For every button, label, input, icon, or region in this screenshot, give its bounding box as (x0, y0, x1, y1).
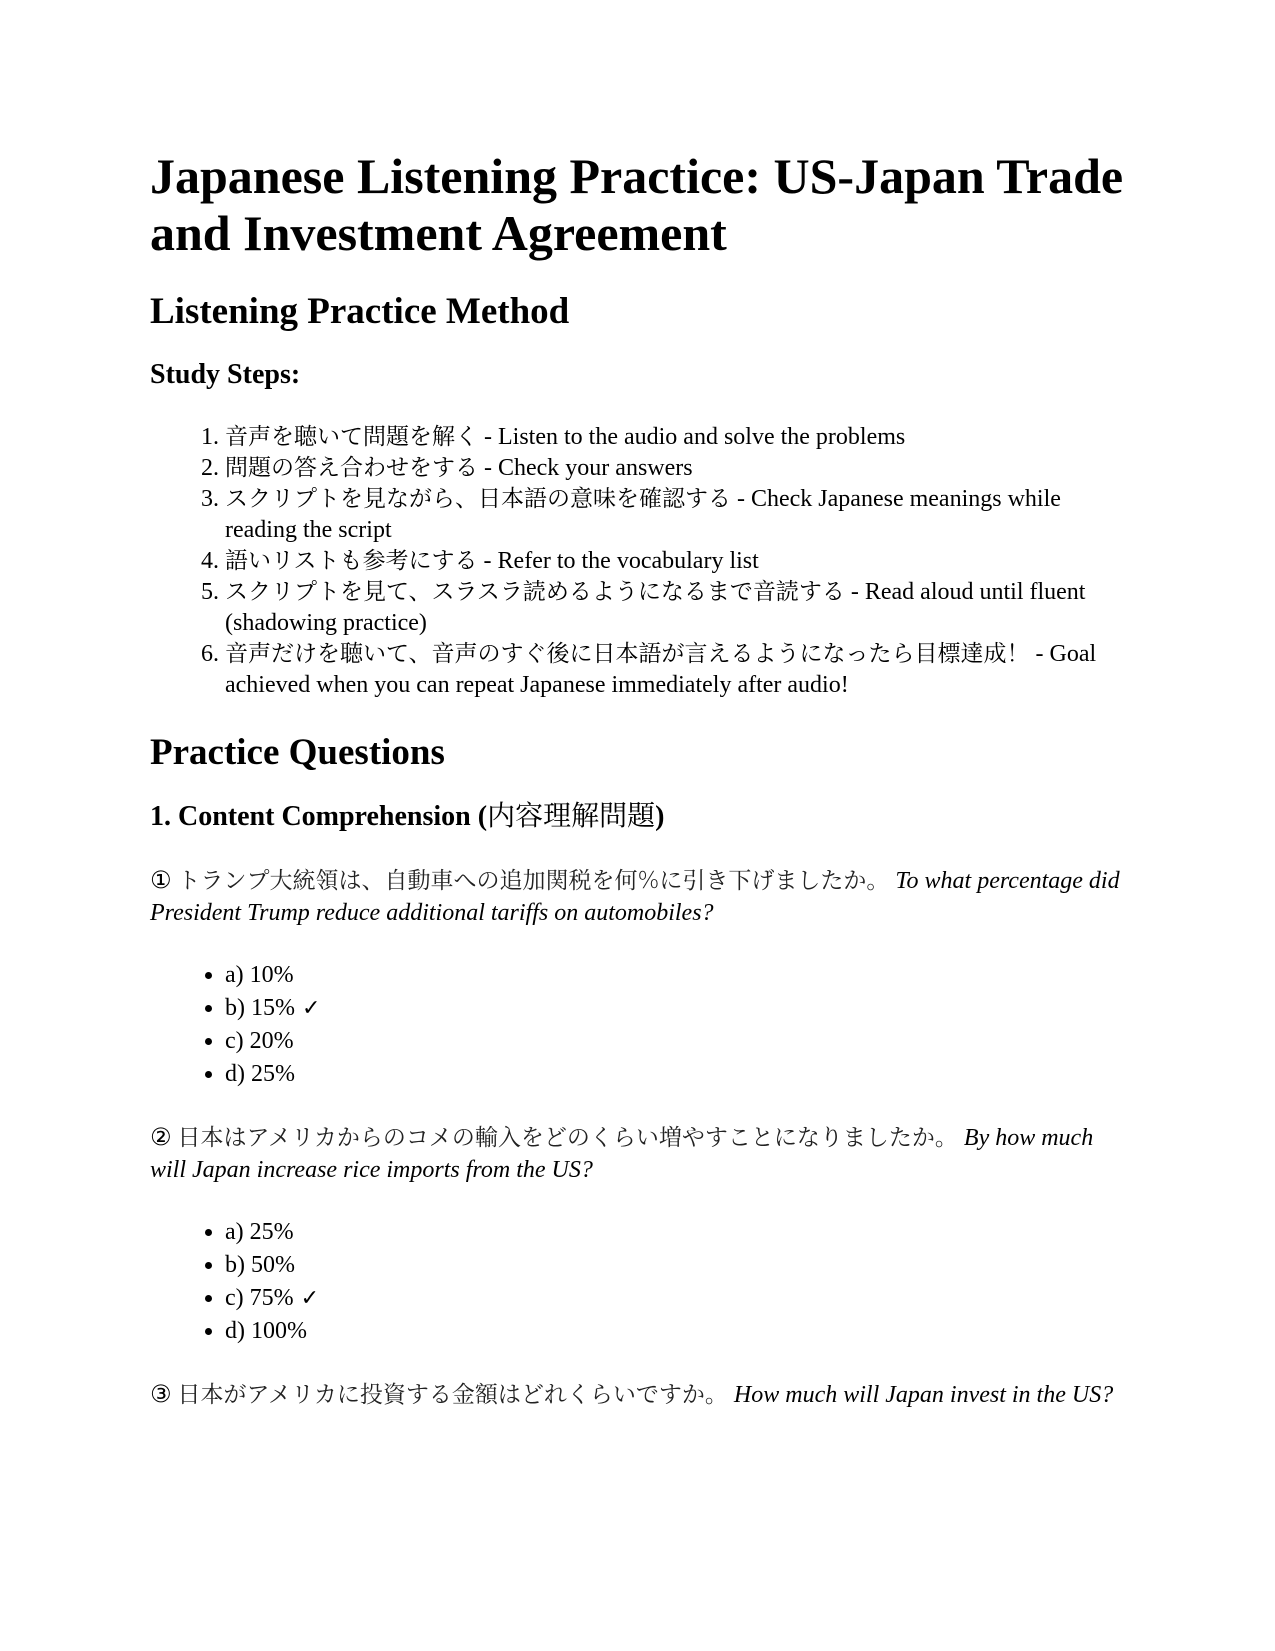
study-steps-label: Study Steps: (150, 359, 301, 390)
practice-heading: Practice Questions (150, 732, 445, 773)
question-number: ② (150, 1123, 172, 1151)
study-step-en: - Check your answers (478, 455, 693, 481)
option-text: a) 10% (225, 962, 294, 988)
study-step (225, 422, 1130, 453)
question-jp: 日本はアメリカからのコメの輸入をどのくらい増やすことになりましたか。 (177, 1125, 958, 1151)
option-text: b) 50% (225, 1252, 295, 1278)
question-en: To what percentage did President Trump reduce additional tariffs on automobiles? (150, 868, 1120, 926)
answer-options (150, 1216, 1130, 1348)
study-steps-list (150, 422, 1130, 701)
answer-option (225, 1282, 1130, 1315)
document-title: Japanese Listening Practice: US-Japan Trade and Investment Agreement (150, 148, 1124, 261)
study-step (225, 453, 1130, 484)
study-step-en: - Read aloud until fluent (shadowing practice) (225, 579, 1086, 636)
study-step-en: - Refer to the vocabulary list (477, 548, 759, 574)
option-text: c) 20% (225, 1028, 294, 1054)
answer-option (225, 1315, 1130, 1348)
question (150, 1121, 1130, 1186)
comprehension-heading (150, 799, 1130, 834)
study-step-jp: 語いリストも参考にする (225, 548, 478, 574)
option-text: a) 25% (225, 1219, 294, 1245)
study-step-jp: 音声を聴いて問題を解く (225, 424, 478, 450)
question (150, 1378, 1130, 1411)
study-step (225, 484, 1130, 546)
study-step (225, 639, 1130, 701)
study-step (225, 546, 1130, 577)
option-text: d) 100% (225, 1318, 307, 1344)
question-number: ① (150, 866, 172, 894)
option-text: d) 25% (225, 1061, 295, 1087)
answer-option (225, 1249, 1130, 1282)
comprehension-heading-en: 1. Content Comprehension ( (150, 801, 488, 832)
answer-option (225, 1058, 1130, 1091)
answer-option (225, 1216, 1130, 1249)
check-mark: ✓ (294, 996, 321, 1021)
study-step-jp: 音声だけを聴いて、音声のすぐ後に日本語が言えるようになったら目標達成！ (225, 641, 1030, 667)
answer-option (225, 1025, 1130, 1058)
study-step-en: - Goal achieved when you can repeat Japanese immediately after audio! (225, 641, 1097, 698)
check-mark: ✓ (293, 1286, 320, 1311)
comprehension-heading-close: ) (655, 801, 665, 832)
option-text: b) 15% (225, 995, 295, 1021)
study-step-jp: スクリプトを見て、スラスラ読めるようになるまで音読する (225, 579, 845, 605)
question-jp: トランプ大統領は、自動車への追加関税を何%に引き下げましたか。 (177, 868, 890, 894)
document-content (150, 148, 1130, 1441)
method-heading: Listening Practice Method (150, 291, 570, 332)
question-number: ③ (150, 1380, 172, 1408)
study-step-en: - Listen to the audio and solve the problems (478, 424, 906, 450)
study-step-jp: スクリプトを見ながら、日本語の意味を確認する (225, 486, 731, 512)
question (150, 864, 1130, 929)
study-step (225, 577, 1130, 639)
answer-option (225, 959, 1130, 992)
option-text: c) 75% (225, 1285, 294, 1311)
question-en: How much will Japan invest in the US? (733, 1382, 1114, 1408)
answer-options (150, 959, 1130, 1091)
question-en: By how much will Japan increase rice imports from the US? (150, 1125, 1094, 1183)
question-jp: 日本がアメリカに投資する金額はどれくらいですか。 (177, 1382, 728, 1408)
comprehension-heading-jp: 内容理解問題 (487, 799, 656, 832)
study-step-jp: 問題の答え合わせをする (225, 455, 478, 481)
answer-option (225, 992, 1130, 1025)
study-step-en: - Check Japanese meanings while reading the script (225, 486, 1061, 543)
